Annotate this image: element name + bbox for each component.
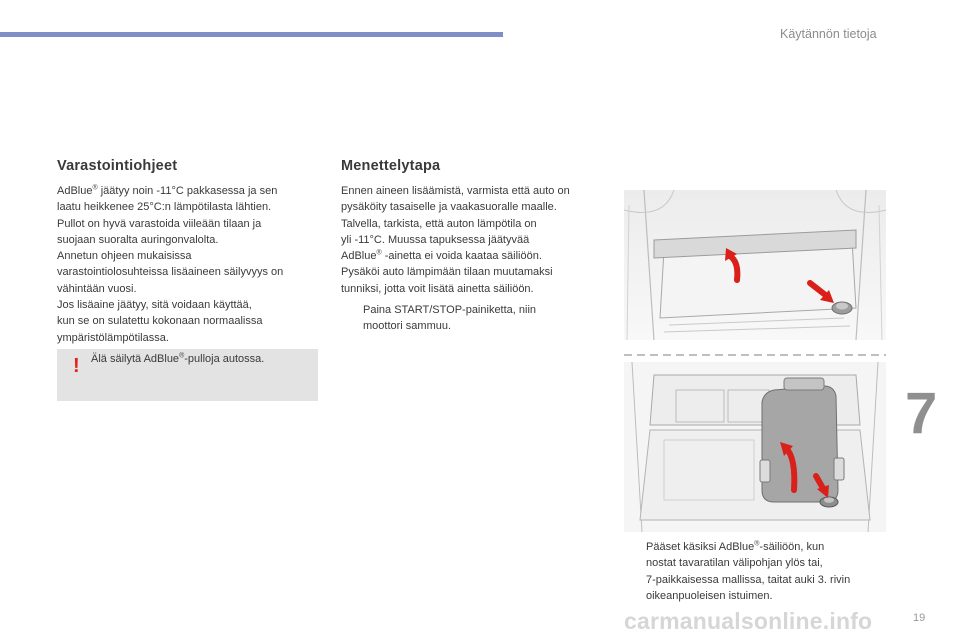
chapter-number: 7 [905, 381, 938, 446]
storage-paragraph [57, 183, 322, 346]
storage-line: ympäristölämpötilassa. [57, 331, 169, 344]
storage-line: kun se on sulatettu kokonaan normaalissa [57, 315, 263, 328]
storage-line: Pullot on hyvä varastoida viileään tilaan ja [57, 217, 262, 230]
storage-heading: Varastointiohjeet [57, 158, 178, 174]
bullet-line: Paina START/STOP-painiketta, niin [363, 304, 537, 316]
trunk-seat-view [624, 362, 886, 532]
watermark: carmanualsonline.info [624, 608, 873, 634]
storage-line: varastointiolosuhteissa lisäaineen säilyvyys on [57, 266, 284, 279]
procedure-line: pysäköity tasaiselle ja vaakasuoralle maalle. [341, 201, 557, 214]
procedure-heading: Menettelytapa [341, 158, 441, 174]
procedure-line: AdBlue® -ainetta ei voida kaataa säiliöön. [341, 249, 542, 263]
section-header-title: Käytännön tietoja [780, 27, 877, 41]
procedure-line: Pysäköi auto lämpimään tilaan muutamaksi [341, 266, 553, 279]
warning-icon: ! [73, 355, 80, 377]
bullet-line: oikeanpuoleisen istuimen. [646, 589, 773, 602]
storage-line: Annetun ohjeen mukaisissa [57, 250, 192, 263]
bullet-access-tank [624, 539, 894, 604]
bullet-line: Pääset käsiksi AdBlue®-säiliöön, kun [646, 540, 825, 553]
storage-line: suojaan suoralta auringonvalolta. [57, 233, 219, 246]
bullet-stop-engine [341, 302, 611, 335]
storage-line: laatu heikkenee 25°C:n lämpötilasta lähtien. [57, 201, 272, 214]
bullet-line: 7-paikkaisessa mallissa, taitat auki 3. rivin [646, 573, 851, 586]
warning-note [57, 349, 318, 401]
procedure-paragraph [341, 183, 611, 297]
storage-line: AdBlue® jäätyy noin -11°C pakkasessa ja sen [57, 184, 278, 197]
procedure-line: tunniksi, jotta voit lisätä ainetta säiliöön. [341, 282, 534, 295]
page-number: 19 [913, 612, 926, 624]
bullet-line: moottori sammuu. [363, 320, 452, 333]
trunk-photo [624, 190, 886, 532]
storage-line: vähintään vuosi. [57, 282, 137, 295]
procedure-line: yli -11°C. Muussa tapuksessa jäätyvää [341, 233, 530, 246]
trunk-top-view [624, 190, 886, 340]
storage-line: Jos lisäaine jäätyy, sitä voidaan käyttää, [57, 299, 252, 312]
procedure-line: Talvella, tarkista, että auton lämpötila on [341, 217, 537, 230]
procedure-line: Ennen aineen lisäämistä, varmista että auto on [341, 185, 570, 197]
header-accent-bar [0, 32, 503, 37]
bullet-line: nostat tavaratilan välipohjan ylös tai, [646, 557, 823, 570]
warning-text: Älä säilytä AdBlue®-pulloja autossa. [91, 352, 265, 365]
